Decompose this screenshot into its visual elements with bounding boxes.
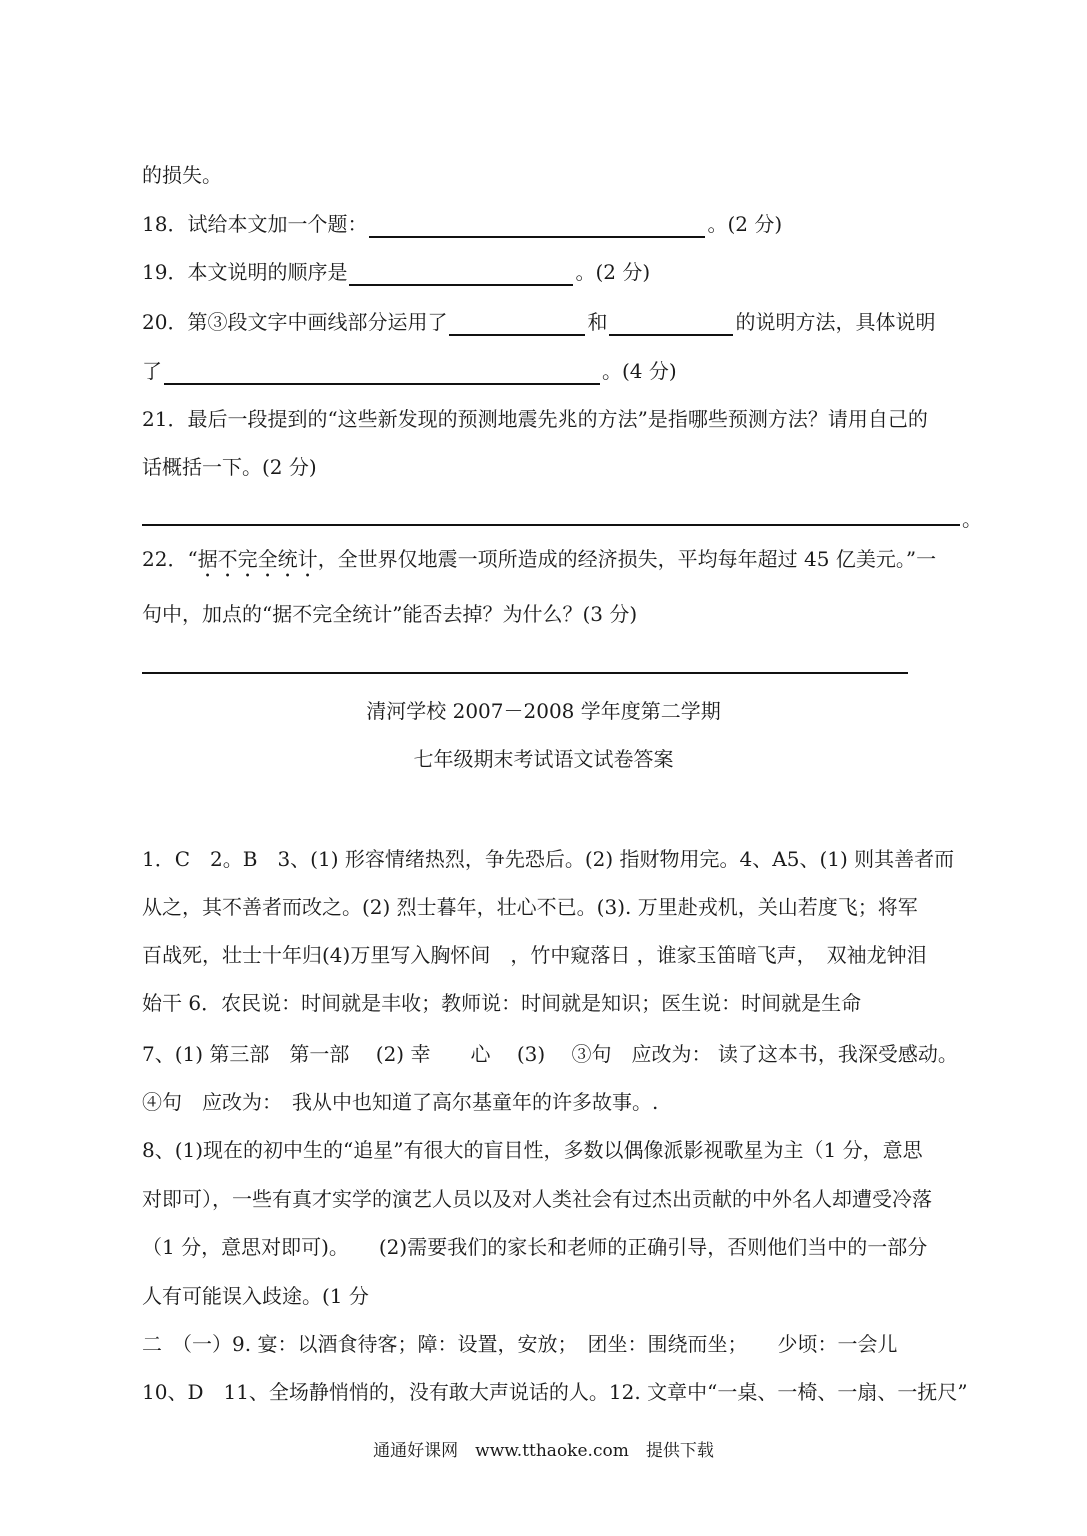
question-text: 20．第③段文字中画线部分运用了 bbox=[142, 310, 448, 334]
question-text: 。(2 分) bbox=[707, 212, 783, 236]
answer-line-text: 百战死，壮士十年归(4)万里写入胸怀间 ，竹中窥落日 ，谁家玉笛暗飞声， 双袖龙钟泪 bbox=[142, 943, 927, 967]
period: 。 bbox=[962, 507, 982, 531]
question-text: 了 bbox=[142, 359, 162, 383]
answer-line-text: 二 （一）9. 宴：以酒食待客；障：设置，安放； 团坐：围绕而坐； 少顷：一会儿 bbox=[142, 1332, 898, 1356]
question-21: 21．最后一段提到的“这些新发现的预测地震先兆的方法”是指哪些预测方法？请用自己的 bbox=[142, 407, 928, 431]
answer-blank[interactable] bbox=[164, 363, 600, 385]
answer-line[interactable] bbox=[142, 672, 908, 674]
answer-line-text: 人有可能误入歧途。(1 分 bbox=[142, 1284, 369, 1308]
answer-blank[interactable] bbox=[349, 264, 573, 286]
question-text: 的说明方法，具体说明 bbox=[735, 310, 936, 334]
answer-blank[interactable] bbox=[449, 314, 585, 336]
question-text: 。(2 分) bbox=[575, 260, 651, 284]
answer-subtitle: 七年级期末考试语文试卷答案 bbox=[413, 747, 674, 771]
question-18 bbox=[142, 210, 782, 238]
answer-line-text: 1．C 2。B 3、(1) 形容情绪热烈，争先恐后。(2) 指财物用完。4、A5、(1) 则其善者而 bbox=[142, 847, 955, 871]
answer-line-text: 8、(1)现在的初中生的“追星”有很大的盲目性，多数以偶像派影视歌星为主（1 分，意思 bbox=[142, 1138, 923, 1162]
question-text: 22．“ bbox=[142, 547, 198, 571]
question-text: 18．试给本文加一个题： bbox=[142, 212, 368, 236]
answer-line-text: 始干 6．农民说：时间就是丰收；教师说：时间就是知识；医生说：时间就是生命 bbox=[142, 991, 862, 1015]
answer-title: 清河学校 2007－2008 学年度第二学期 bbox=[366, 699, 721, 723]
question-22 bbox=[142, 545, 936, 582]
text-line: 的损失。 bbox=[142, 163, 222, 187]
question-text: ，全世界仅地震一项所造成的经济损失，平均每年超过 45 亿美元。”一 bbox=[317, 547, 937, 571]
answer-line-text: （1 分，意思对即可)。 (2)需要我们的家长和老师的正确引导，否则他们当中的一部分 bbox=[142, 1235, 928, 1259]
answer-line-text: 从之，其不善者而改之。(2) 烈士暮年，壮心不已。(3). 万里赴戎机，关山若度飞；将军 bbox=[142, 895, 918, 919]
answer-line-text: 7、(1) 第三部 第一部 (2) 幸 心 (3) ③句 应改为： 读了这本书，我深受感动。 bbox=[142, 1042, 958, 1066]
page-footer: 通通好课网 www.tthaoke.com 提供下载 bbox=[373, 1441, 714, 1461]
question-text: 。(4 分) bbox=[602, 359, 677, 383]
answer-line-text: 对即可），一些有真才实学的演艺人员以及对人类社会有过杰出贡献的中外名人却遭受冷落 bbox=[142, 1187, 932, 1211]
answer-line[interactable] bbox=[142, 524, 960, 526]
question-20 bbox=[142, 308, 935, 336]
answer-line-text: 10、D 11、全场静悄悄的，没有敢大声说话的人。12. 文章中“一桌、一椅、一扇、一抚尺” bbox=[142, 1380, 968, 1404]
question-19 bbox=[142, 258, 650, 286]
question-text: 和 bbox=[587, 310, 608, 334]
dotted-phrase: 据不完全统计 bbox=[197, 547, 318, 571]
question-20-cont bbox=[142, 357, 677, 385]
question-22-cont: 句中，加点的“据不完全统计”能否去掉？为什么？(3 分) bbox=[142, 602, 638, 626]
answer-blank[interactable] bbox=[609, 314, 733, 336]
question-21-cont: 话概括一下。(2 分) bbox=[142, 455, 317, 479]
answer-blank[interactable] bbox=[369, 216, 705, 238]
answer-line-text: ④句 应改为： 我从中也知道了高尔基童年的许多故事。. bbox=[142, 1090, 659, 1114]
question-text: 19．本文说明的顺序是 bbox=[142, 260, 348, 284]
